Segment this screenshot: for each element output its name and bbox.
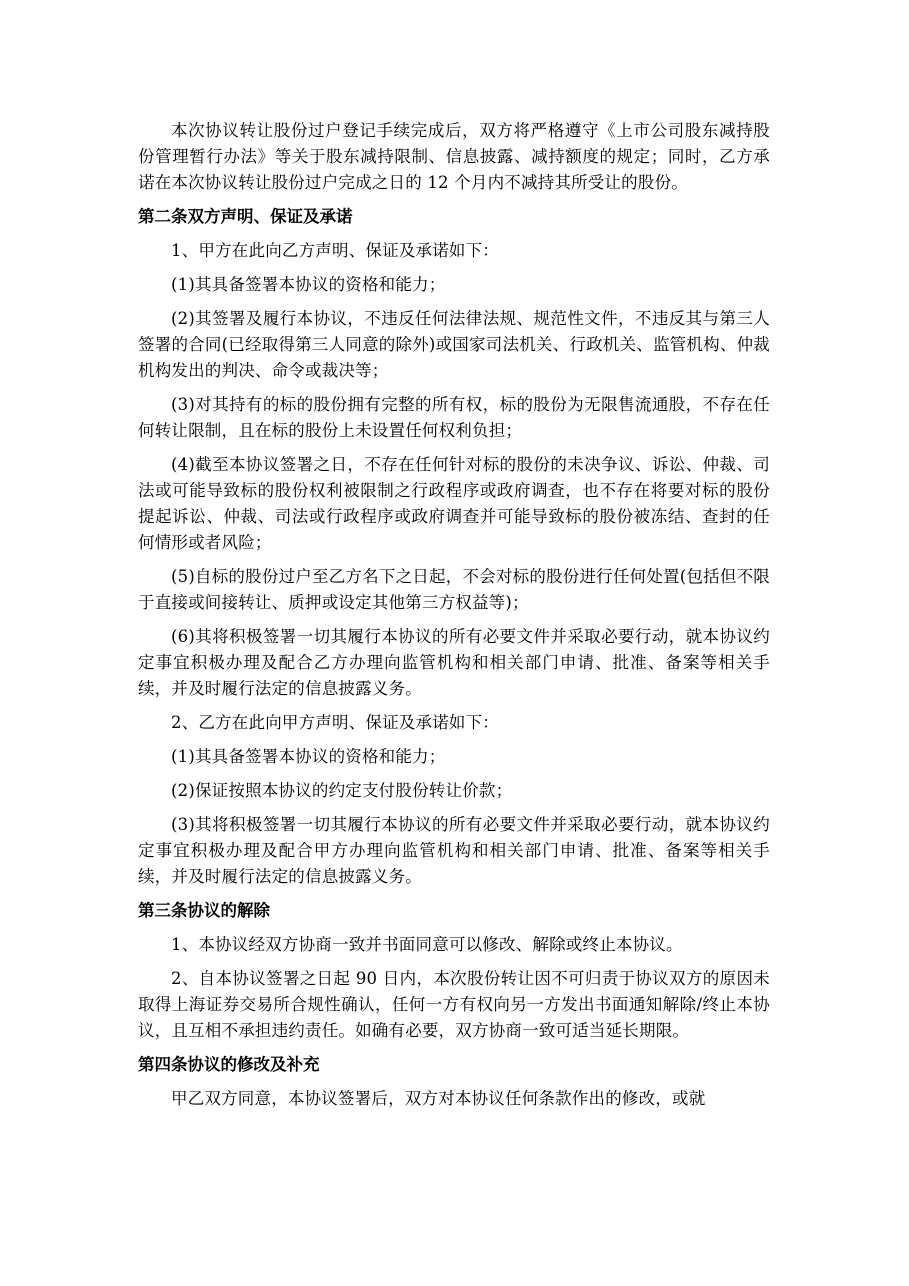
clause-party-a-intro: 1、甲方在此向乙方声明、保证及承诺如下： [171, 241, 499, 260]
section-heading-article-4: 第四条协议的修改及补充 [138, 1055, 320, 1074]
paragraph-share-transfer-lockup: 本次协议转让股份过户登记手续完成后，双方将严格遵守《上市公司股东减持股份管理暂行办法》等关于股东减持限制、信息披露、减持额度的规定；同时，乙方承诺在本次协议转让股份过户完成之日的 12 个月内不减持其所受让的股份。 [138, 121, 770, 192]
clause-b-3: (3)其将积极签署一切其履行本协议的所有必要文件并采取必要行动，就本协议约定事宜积极办理及配合甲方办理向监管机构和相关部门申请、批准、备案等相关手续，并及时履行法定的信息披露义务。 [138, 815, 770, 886]
clause-b-1: (1)其具备签署本协议的资格和能力； [171, 747, 446, 766]
clause-party-b-intro: 2、乙方在此向甲方声明、保证及承诺如下： [171, 713, 499, 732]
clause-a-1: (1)其具备签署本协议的资格和能力； [171, 275, 446, 294]
section-heading-article-2: 第二条双方声明、保证及承诺 [138, 207, 353, 226]
clause-termination-1: 1、本协议经双方协商一致并书面同意可以修改、解除或终止本协议。 [171, 935, 683, 954]
clause-a-3: (3)对其持有的标的股份拥有完整的所有权，标的股份为无限售流通股，不存在任何转让限制，且在标的股份上未设置任何权利负担； [138, 395, 770, 440]
section-heading-article-3: 第三条协议的解除 [138, 901, 270, 920]
document-body [138, 118, 770, 1120]
clause-amendment-1: 甲乙双方同意，本协议签署后，双方对本协议任何条款作出的修改，或就 [171, 1089, 706, 1108]
clause-a-2: (2)其签署及履行本协议，不违反任何法律法规、规范性文件，不违反其与第三人签署的合同(已经取得第三人同意的除外)或国家司法机关、行政机关、监管机构、仲裁机构发出的判决、命令或裁决等； [138, 309, 770, 380]
clause-b-2: (2)保证按照本协议的约定支付股份转让价款； [171, 781, 513, 800]
clause-a-6: (6)其将积极签署一切其履行本协议的所有必要文件并采取必要行动，就本协议约定事宜积极办理及配合乙方办理向监管机构和相关部门申请、批准、备案等相关手续，并及时履行法定的信息披露义务。 [138, 627, 770, 698]
clause-a-5: (5)自标的股份过户至乙方名下之日起，不会对标的股份进行任何处置(包括但不限于直接或间接转让、质押或设定其他第三方权益等)； [138, 567, 770, 612]
clause-a-4: (4)截至本协议签署之日，不存在任何针对标的股份的未决争议、诉讼、仲裁、司法或可能导致标的股份权利被限制之行政程序或政府调查，也不存在将要对标的股份提起诉讼、仲裁、司法或行政程序或政府调查并可能导致标的股份被冻结、查封的任何情形或者风险； [138, 455, 770, 552]
clause-termination-2: 2、自本协议签署之日起 90 日内，本次股份转让因不可归责于协议双方的原因未取得上海证券交易所合规性确认，任何一方有权向另一方发出书面通知解除/终止本协议，且互相不承担违约责任。如确有必要，双方协商一致可适当延长期限。 [138, 969, 770, 1040]
